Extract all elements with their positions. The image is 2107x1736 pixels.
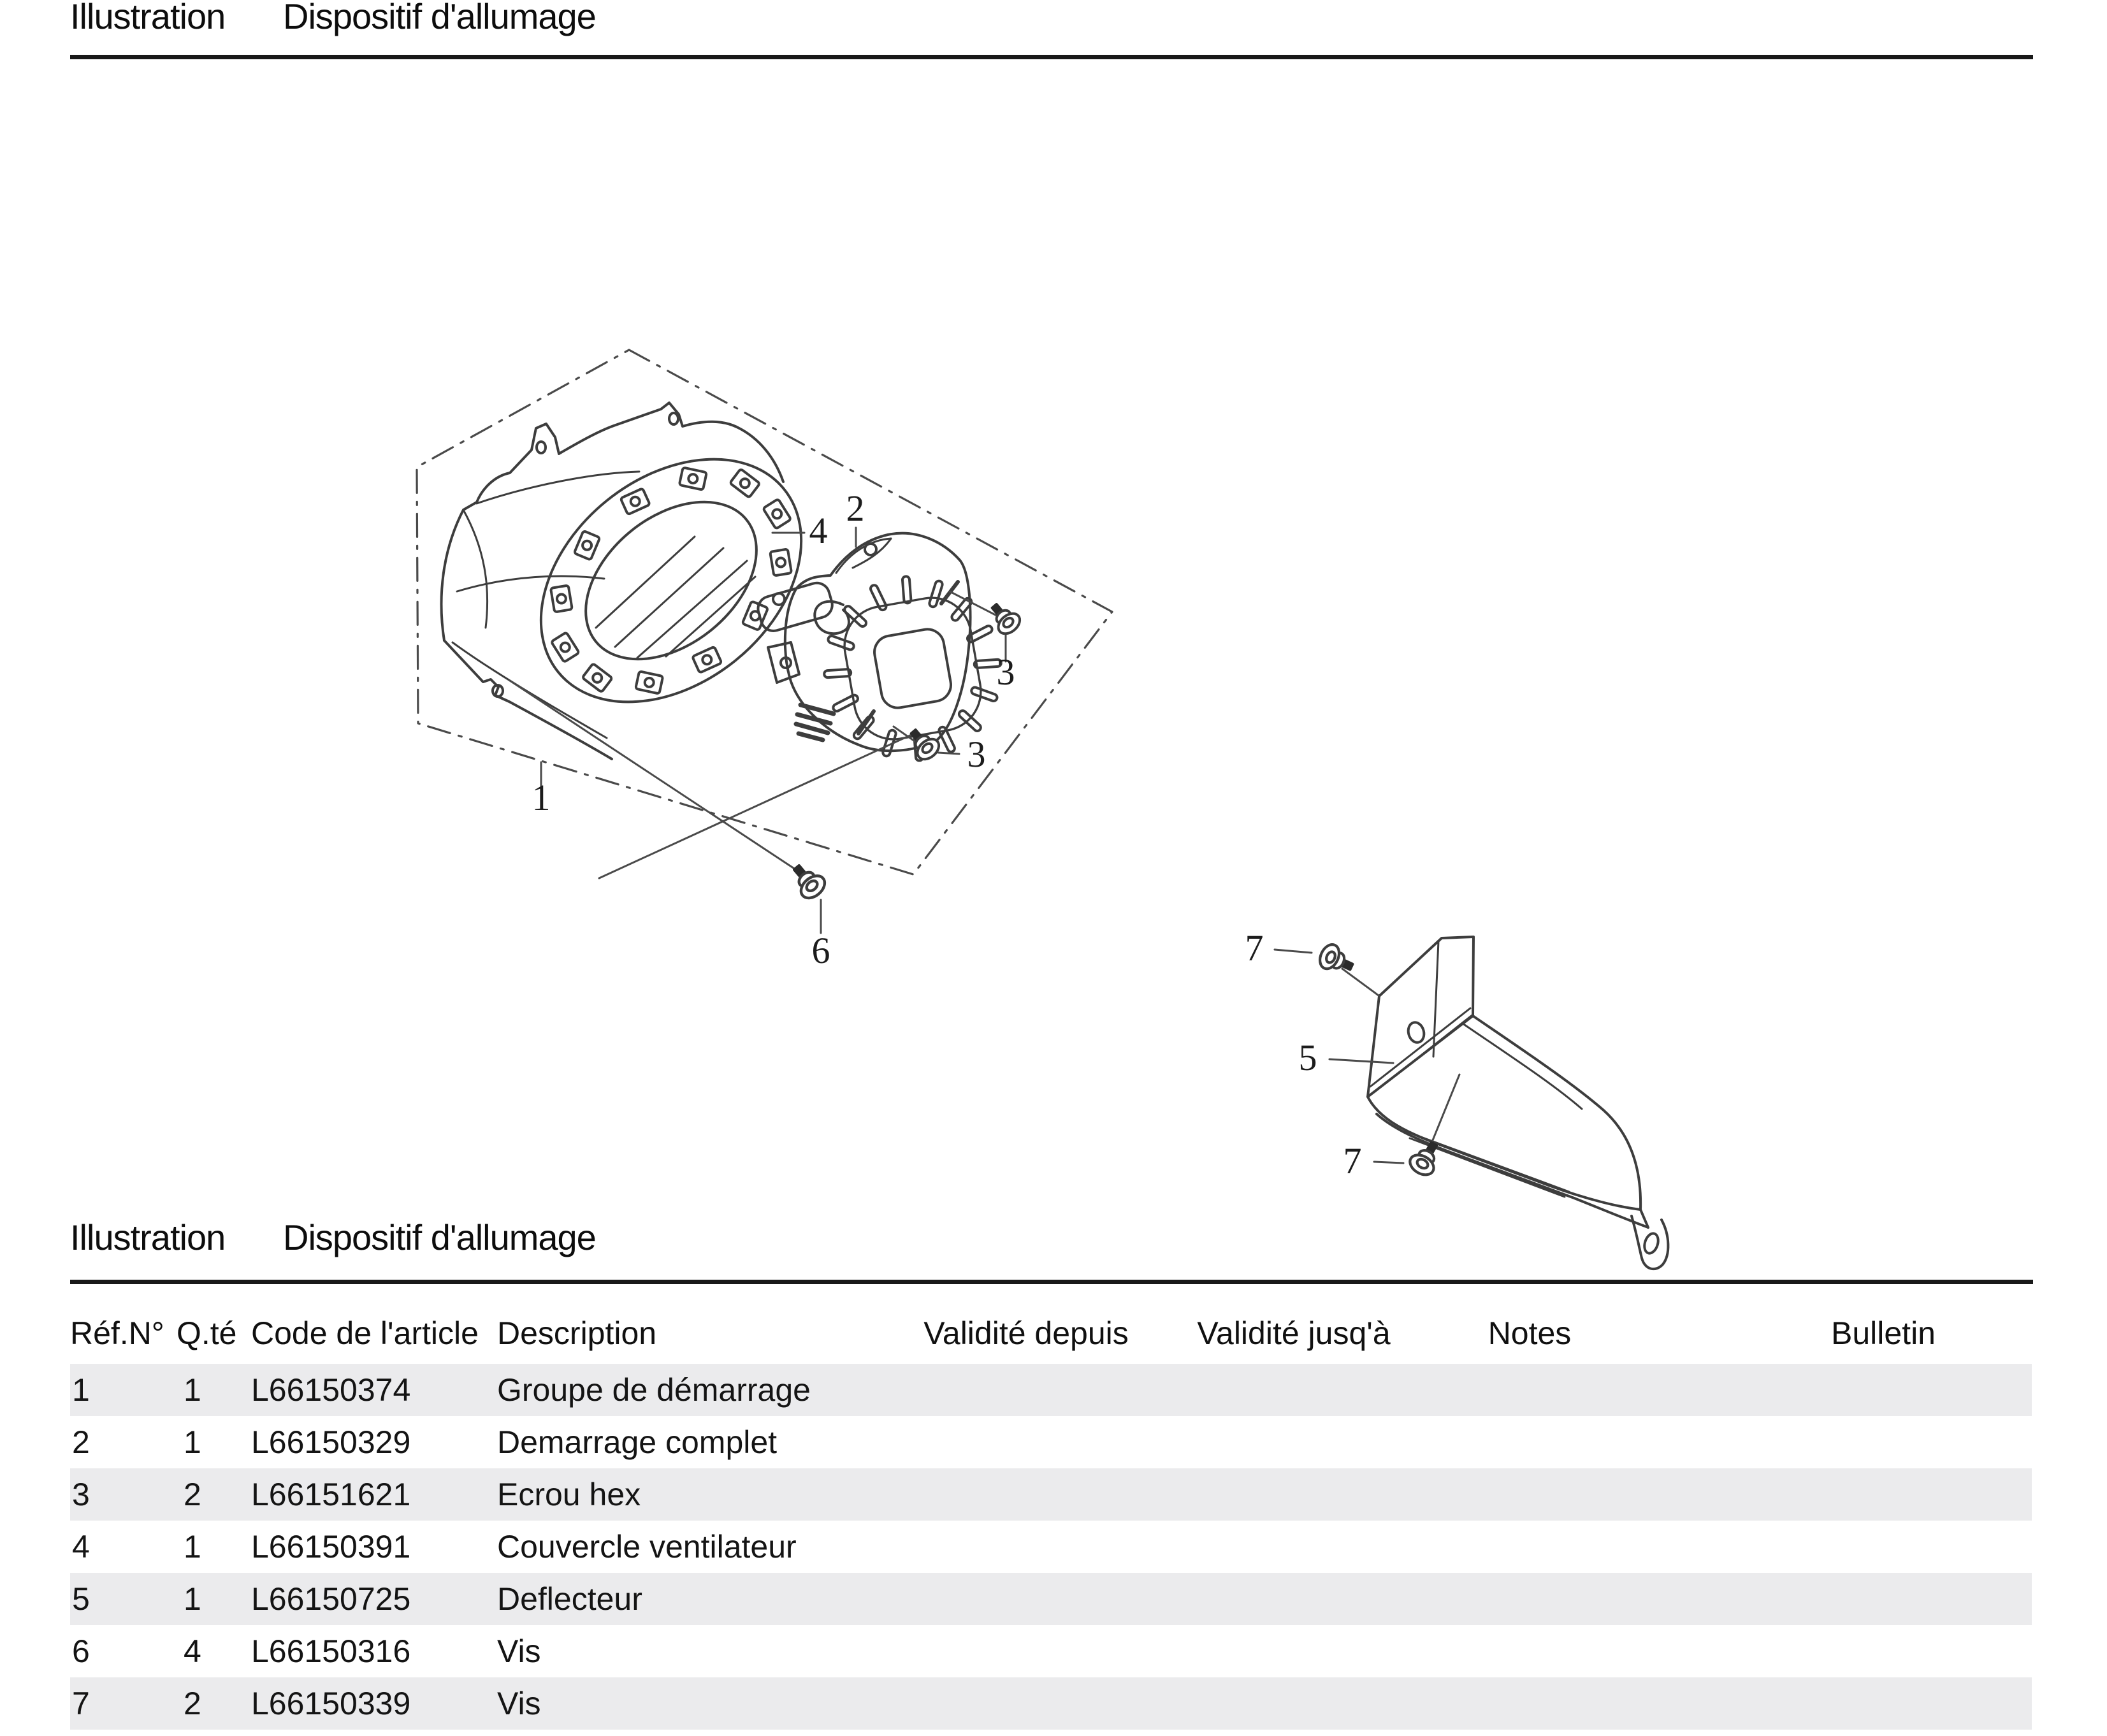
section-divider: [70, 1280, 2033, 1284]
col-ref-header: Réf.N°: [70, 1315, 164, 1351]
table-row: [0, 1416, 2107, 1468]
table-row: [0, 1625, 2107, 1677]
cell-code: L66150391: [251, 1529, 411, 1565]
cell-qty: 1: [184, 1529, 201, 1565]
ear-hole-left: [537, 442, 546, 453]
starter-centre-opening: [872, 626, 953, 710]
starter-lug-hole-top: [865, 544, 876, 555]
screw-7a-icon: [1316, 941, 1358, 979]
cell-code: L66150339: [251, 1686, 411, 1721]
title-illustration: Illustration: [70, 0, 226, 36]
cell-qty: 1: [184, 1372, 201, 1408]
cell-ref: 5: [72, 1581, 90, 1617]
cell-qty: 1: [184, 1424, 201, 1460]
table-row: [0, 1677, 2107, 1730]
starter-assembly-part: [755, 533, 1001, 761]
cell-ref: 3: [72, 1477, 90, 1512]
cell-desc: Groupe de démarrage: [497, 1372, 811, 1408]
cell-qty: 2: [184, 1686, 201, 1721]
col-code-header: Code de l'article: [251, 1315, 479, 1351]
cell-code: L66150725: [251, 1581, 411, 1617]
col-qty-header: Q.té: [177, 1315, 237, 1351]
title-illustration-2: Illustration: [70, 1217, 226, 1257]
callout-5: 5: [1298, 1037, 1317, 1078]
hex-nut-3b-icon: [903, 723, 943, 763]
screw-6-icon: [786, 858, 829, 902]
ring-bolt-lugs: [551, 467, 792, 693]
starter-side-slats: [796, 705, 834, 740]
ear-hole-right: [669, 413, 678, 424]
callout-7b: 7: [1343, 1140, 1362, 1182]
flange-ring: [493, 409, 848, 751]
cell-code: L66150374: [251, 1372, 411, 1408]
cell-code: L66151621: [251, 1477, 411, 1512]
callout-7a: 7: [1245, 927, 1264, 969]
table-row: [0, 1364, 2107, 1416]
cell-ref: 2: [72, 1424, 90, 1460]
cell-code: L66150316: [251, 1633, 411, 1669]
callout-6: 6: [811, 930, 830, 971]
fasteners: [786, 597, 1446, 1178]
col-validfrom-header: Validité depuis: [923, 1315, 1129, 1351]
table-row: [0, 1521, 2107, 1573]
cell-qty: 1: [184, 1581, 201, 1617]
cell-desc: Ecrou hex: [497, 1477, 641, 1512]
callout-4: 4: [809, 510, 828, 551]
col-bulletin-header: Bulletin: [1831, 1315, 1936, 1351]
parts-table-header: [0, 1315, 2107, 1353]
col-desc-header: Description: [497, 1315, 657, 1351]
cell-desc: Demarrage complet: [497, 1424, 778, 1460]
deflector-hole: [1406, 1020, 1426, 1044]
title-subject-2: Dispositif d'allumage: [283, 1217, 596, 1257]
col-validto-header: Validité jusq'à: [1197, 1315, 1391, 1351]
title-subject: Dispositif d'allumage: [283, 0, 596, 36]
cell-desc: Deflecteur: [497, 1581, 642, 1617]
cell-ref: 6: [72, 1633, 90, 1669]
cell-desc: Couvercle ventilateur: [497, 1529, 797, 1565]
cell-ref: 1: [72, 1372, 90, 1408]
col-notes-header: Notes: [1488, 1315, 1572, 1351]
cell-qty: 2: [184, 1477, 201, 1512]
cell-code: L66150329: [251, 1424, 411, 1460]
cell-desc: Vis: [497, 1686, 541, 1721]
starter-grip: [755, 580, 849, 683]
leader-lines: [510, 528, 1459, 1163]
callout-3b: 3: [967, 734, 986, 775]
table-row: [0, 1468, 2107, 1521]
callout-3a: 3: [996, 651, 1015, 693]
cell-ref: 7: [72, 1686, 90, 1721]
opening-hatch-lines: [596, 537, 755, 658]
table-row: [0, 1573, 2107, 1625]
cell-qty: 4: [184, 1633, 201, 1669]
section-title: [0, 1215, 2107, 1262]
cell-desc: Vis: [497, 1633, 541, 1669]
fan-cover-part: [442, 403, 849, 759]
cell-ref: 4: [72, 1529, 90, 1565]
callout-2: 2: [846, 488, 865, 529]
callout-1: 1: [532, 777, 551, 818]
